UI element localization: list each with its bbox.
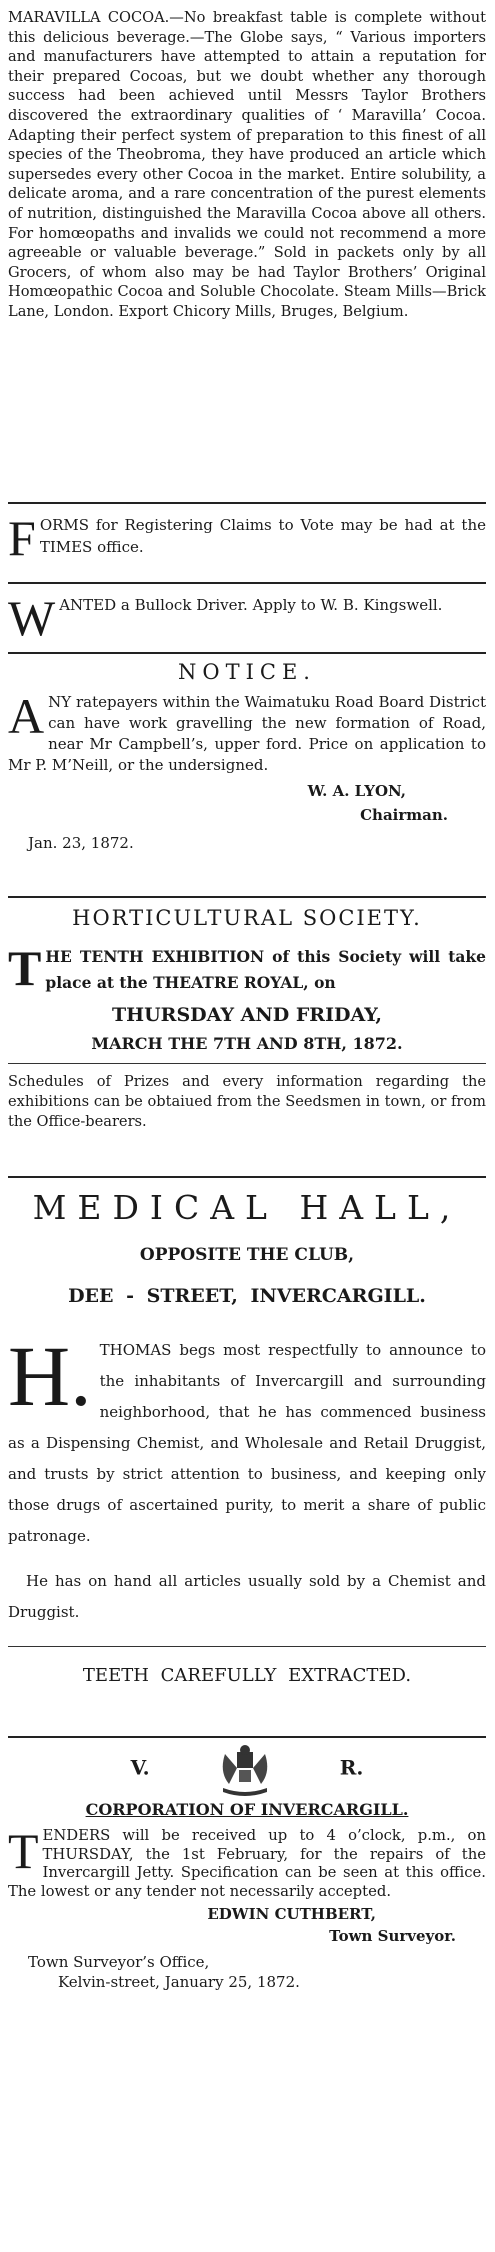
- horticultural-heading: HORTICULTURAL SOCIETY.: [72, 906, 422, 930]
- horticultural-body: [8, 940, 486, 996]
- notice-signature: W. A. LYON,: [307, 782, 406, 800]
- horticultural-dates1: THURSDAY AND FRIDAY,: [112, 1004, 382, 1026]
- notice-body: [8, 688, 486, 776]
- divider: [8, 582, 486, 584]
- notice-heading: NOTICE.: [178, 660, 316, 684]
- divider: [8, 502, 486, 504]
- medical-body: [8, 1328, 486, 1552]
- notice-dropcap: A: [8, 688, 45, 744]
- medical-teeth: TEETH CAREFULLY EXTRACTED.: [82, 1665, 412, 1686]
- notice-ad: [8, 660, 486, 890]
- notice-date: Jan. 23, 1872.: [28, 834, 134, 852]
- maravilla-text: MARAVILLA COCOA.—No breakfast table is complete without this delicious beverage.—The Globe says, “ Various importers and manufacturers have attempted to attain a reputation for their prepared Cocoas, but we doubt whether any thorough success had been achieved until Messrs Taylor Brothers discovered the extraordinary qualities of ‘ Maravilla’ Cocoa. Adapting their perfect system of preparation to this finest of all species of the Theobroma, they have produced an article which supersedes every other Cocoa in the market. Entire solubility, a delicate aroma, and a rare concentration of the purest elements of nutrition, distinguished the Maravilla Cocoa above all others. For homœopaths and invalids we could not recommend a more agreeable or valuable beverage.” Sold in packets only by all Grocers, of whom also may be had Taylor Brothers’ Original Homœopathic Cocoa and Soluble Chocolate. Steam Mills—Brick Lane, London. Export Chicory Mills, Bruges, Belgium.: [8, 9, 486, 320]
- corporation-date: Kelvin-street, January 25, 1872.: [58, 1973, 300, 1991]
- wanted-dropcap: W: [8, 590, 56, 646]
- medical-heading: MEDICAL HALL,: [32, 1188, 462, 1227]
- medical-text: THOMAS begs most respectfully to announce to the inhabitants of Invercargill and surrounding neighborhood, that he has commenced business as a Dispensing Chemist, and Wholesale and Retail Druggist, and trusts by strict attention to business, and keeping only those drugs of ascertained purity, to merit a share of public patronage.: [8, 1341, 486, 1545]
- divider: [8, 896, 486, 898]
- corporation-v: V.: [130, 1755, 150, 1780]
- divider: [8, 1736, 486, 1738]
- medical-ad: [8, 1188, 486, 1730]
- wanted-ad: [8, 590, 486, 646]
- forms-dropcap: F: [8, 510, 36, 566]
- divider: [8, 1646, 486, 1647]
- horticultural-text: HE TENTH EXHIBITION of this Society will take place at the THEATRE ROYAL, on: [45, 947, 486, 992]
- wanted-text: ANTED a Bullock Driver. Apply to W. B. Kingswell.: [59, 596, 443, 614]
- corporation-text: ENDERS will be received up to 4 o’clock, p.m., on THURSDAY, the 1st February, for the repairs of the Invercargill Jetty. Specification can be seen at this office. The lowest or any tender not necessarily accepted.: [8, 1827, 486, 1900]
- corporation-office: Town Surveyor’s Office,: [28, 1953, 210, 1971]
- corporation-signature: EDWIN CUTHBERT,: [207, 1905, 376, 1923]
- corporation-role: Town Surveyor.: [329, 1927, 456, 1945]
- newspaper-column: [8, 8, 486, 1991]
- notice-text: NY ratepayers within the Waimatuku Road Board District can have work gravelling the new formation of Road, near Mr Campbell’s, upper ford. Price on application to Mr P. M’Neill, or the undersigned.: [8, 693, 486, 774]
- notice-role: Chairman.: [360, 806, 448, 824]
- horticultural-dropcap: T: [8, 940, 42, 996]
- horticultural-ad: [8, 906, 486, 1170]
- horticultural-schedules: Schedules of Prizes and every information regarding the exhibitions can be obtaiued from the Seedsmen in town, or from the Office-bearers.: [8, 1073, 486, 1130]
- maravilla-ad: [8, 8, 486, 496]
- divider: [8, 1176, 486, 1178]
- medical-dropcap: H.: [8, 1328, 92, 1424]
- medical-text2: He has on hand all articles usually sold by a Chemist and Druggist.: [8, 1572, 486, 1621]
- corporation-r: R.: [339, 1755, 364, 1780]
- divider: [8, 652, 486, 654]
- medical-sub2: DEE - STREET, INVERCARGILL.: [68, 1285, 426, 1307]
- corporation-crest-row: [8, 1744, 486, 1796]
- divider: [8, 1063, 486, 1064]
- horticultural-dates2: MARCH THE 7TH AND 8TH, 1872.: [91, 1034, 403, 1053]
- corporation-ad: [8, 1744, 486, 1991]
- forms-ad: [8, 510, 486, 576]
- corporation-heading: CORPORATION OF INVERCARGILL.: [85, 1800, 409, 1819]
- royal-crest-icon: [215, 1744, 275, 1796]
- medical-sub1: OPPOSITE THE CLUB,: [139, 1245, 355, 1265]
- corporation-dropcap: T: [8, 1823, 39, 1879]
- corporation-body: [8, 1823, 486, 1901]
- forms-text: ORMS for Registering Claims to Vote may be had at the TIMES office.: [39, 516, 486, 556]
